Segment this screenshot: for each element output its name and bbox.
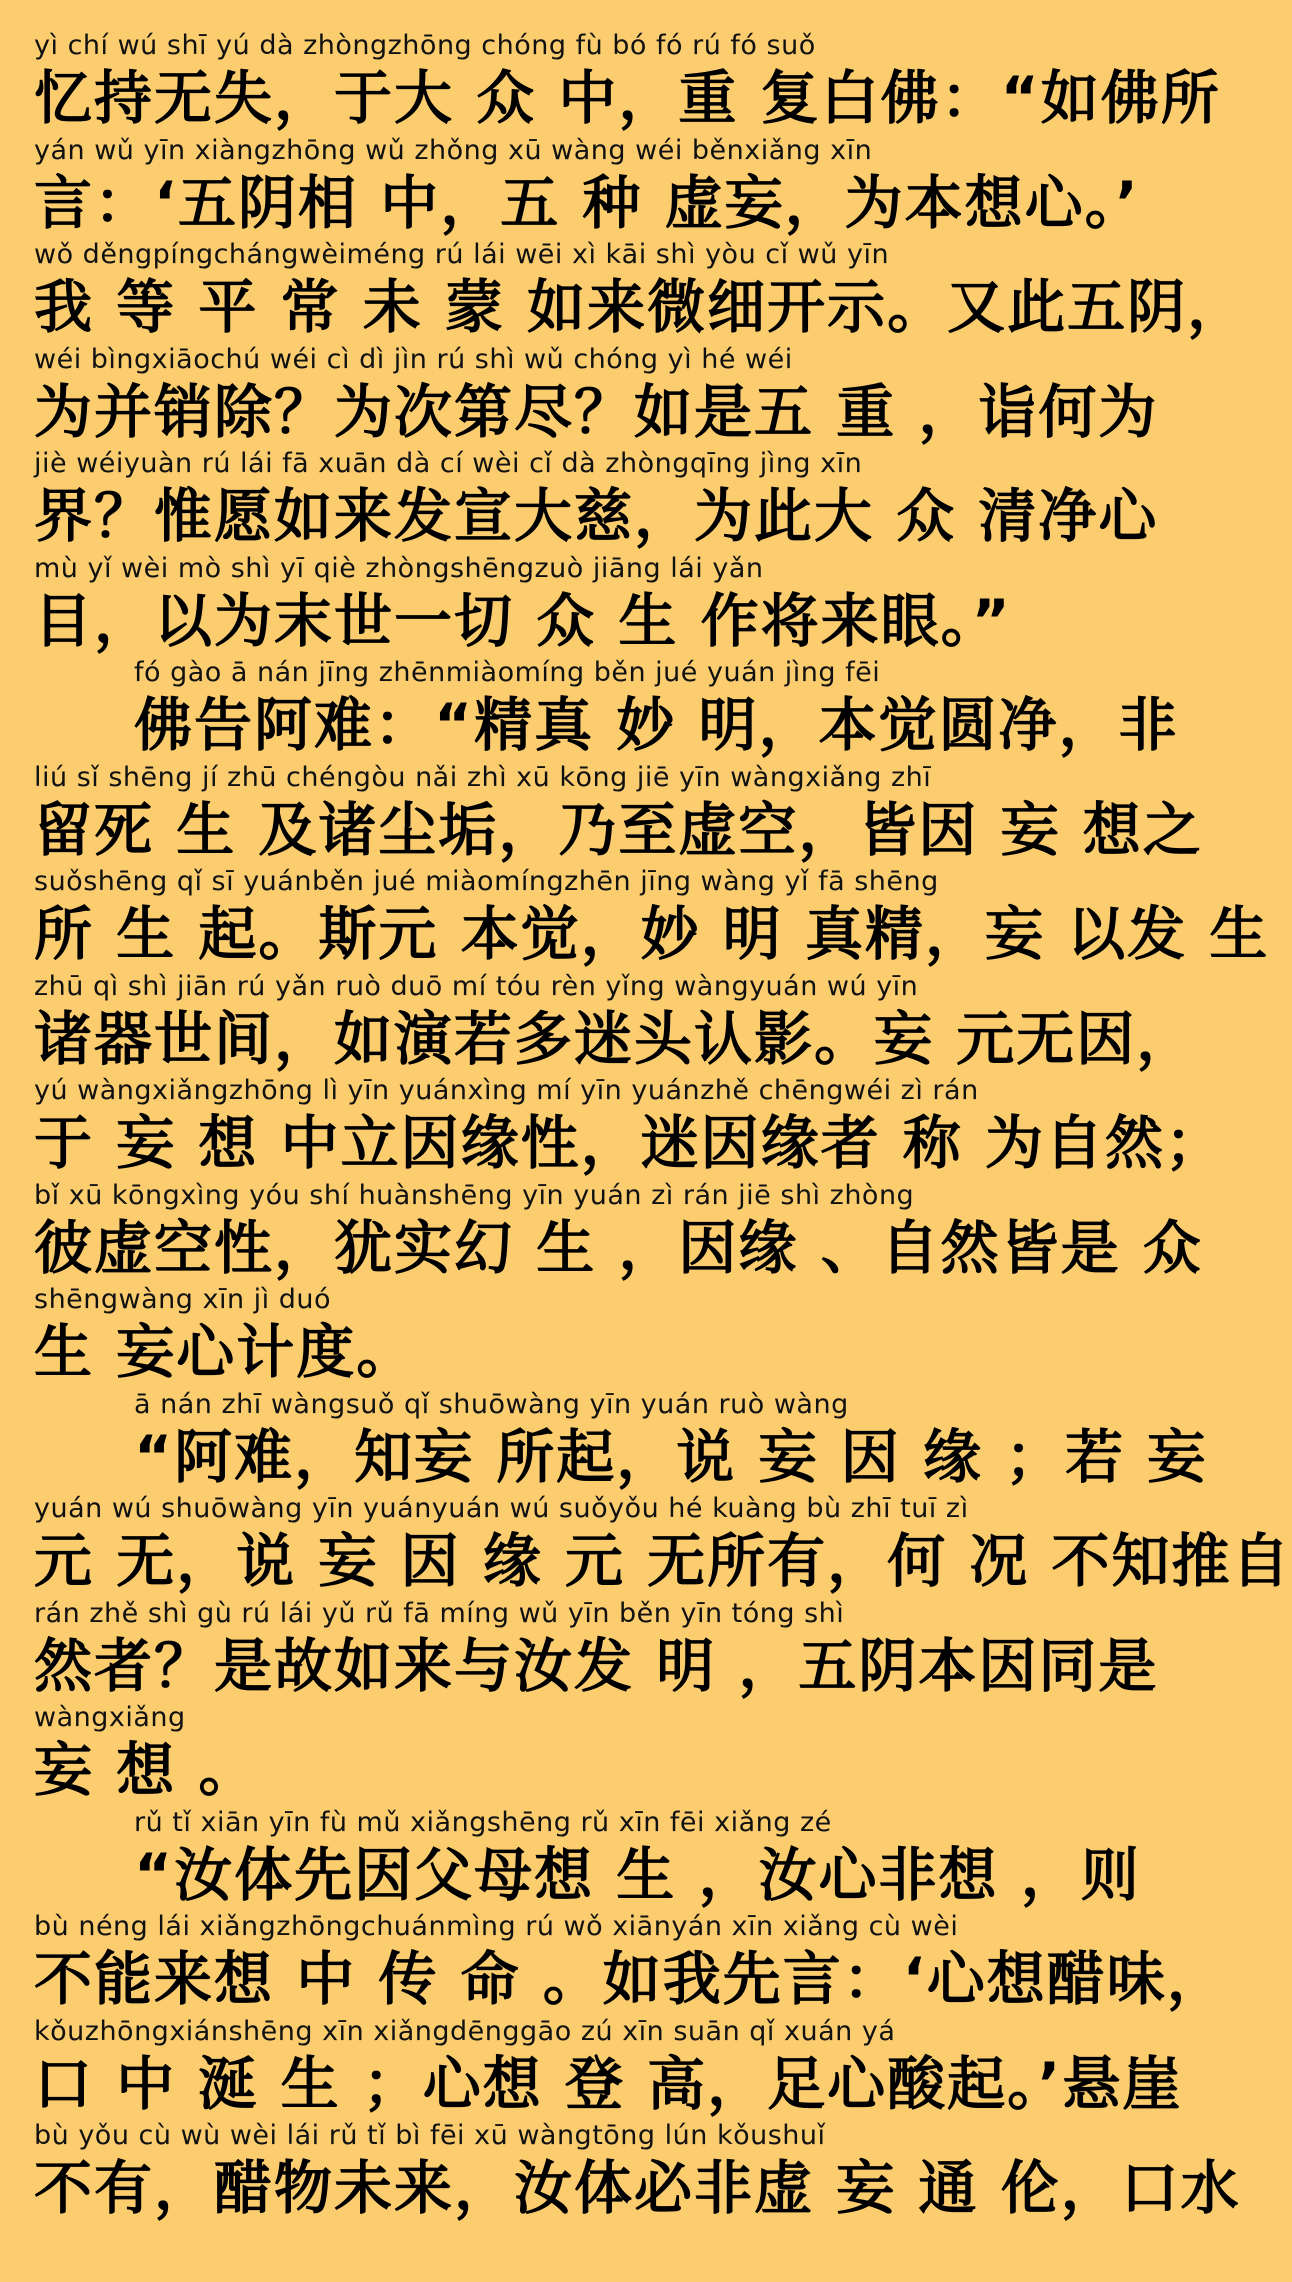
text-line-15 bbox=[34, 1491, 1292, 1596]
text-line-5 bbox=[34, 446, 1159, 551]
pinyin-line: shēngwàng xīn jì duó bbox=[34, 1284, 332, 1315]
pinyin-line: fó gào ā nán jīng zhēnmiàomíng běn jué yuán jìng fēi bbox=[134, 657, 881, 688]
pinyin-line: yán wǔ yīn xiàngzhōng wǔ zhǒng xū wàng wéi běnxiǎng xīn bbox=[34, 134, 873, 166]
hanzi-line: 生 妄心计度。 bbox=[34, 1318, 417, 1386]
hanzi-line: 不能来想 中 传 命 。如我先言：‘心想醋味， bbox=[34, 1945, 1227, 2013]
text-line-3 bbox=[34, 237, 1248, 342]
text-line-13 bbox=[34, 1282, 1054, 1387]
pinyin-line: rǔ tǐ xiān yīn fù mǔ xiǎngshēng rǔ xīn fēi xiǎng zé bbox=[134, 1806, 832, 1838]
pinyin-line: ā nán zhī wàngsuǒ qǐ shuōwàng yīn yuán ruò wàng bbox=[134, 1388, 849, 1420]
pinyin-line: zhū qì shì jiān rú yǎn ruò duō mí tóu rèn yǐng wàngyuán wú yīn bbox=[34, 970, 919, 1002]
text-line-4 bbox=[34, 342, 1159, 447]
pinyin-line: jiè wéiyuàn rú lái fā xuān dà cí wèi cǐ dà zhòngqīng jìng xīn bbox=[34, 448, 863, 479]
hanzi-line: 言：‘五阴相 中，五 种 虚妄，为本想心。’ bbox=[34, 168, 1140, 237]
text-line-11 bbox=[34, 1073, 1225, 1178]
hanzi-line: “阿难，知妄 所起，说 妄 因 缘 ；若 妄 bbox=[134, 1422, 1208, 1491]
pinyin-line: kǒuzhōngxiánshēng xīn xiǎngdēnggāo zú xīn suān qǐ xuán yá bbox=[34, 2015, 896, 2047]
text-line-1 bbox=[34, 28, 1221, 133]
text-line-16 bbox=[34, 1596, 1159, 1701]
text-line-9 bbox=[34, 864, 1270, 969]
pinyin-line: mù yǐ wèi mò shì yī qiè zhòngshēngzuò jiāng lái yǎn bbox=[34, 552, 764, 584]
pinyin-line: yuán wú shuōwàng yīn yuányuán wú suǒyǒu hé kuàng bù zhī tuī zì bbox=[34, 1493, 969, 1524]
text-line-6 bbox=[34, 551, 1054, 656]
hanzi-line: 不有，醋物未来，汝体必非虚 妄 通 伦，口水 bbox=[34, 2154, 1241, 2222]
pinyin-line: yú wàngxiǎngzhōng lì yīn yuánxìng mí yīn yuánzhě chēngwéi zì rán bbox=[34, 1075, 979, 1106]
hanzi-line: 留死 生 及诸尘垢，乃至虚空，皆因 妄 想之 bbox=[34, 795, 1203, 864]
hanzi-line: 诸器世间，如演若多迷头认影。妄 元无因， bbox=[34, 1004, 1197, 1073]
pinyin-line: bù néng lái xiǎngzhōngchuánmìng rú wǒ xiānyán xīn xiǎng cù wèi bbox=[34, 1911, 959, 1942]
hanzi-line: 界？惟愿如来发宣大慈，为此大 众 清净心 bbox=[34, 482, 1159, 550]
hanzi-line: 目，以为末世一切 众 生 作将来眼。” bbox=[34, 586, 1012, 655]
text-line-14 bbox=[34, 1387, 1208, 1492]
pinyin-line: bǐ xū kōngxìng yóu shí huànshēng yīn yuán zì rán jiē shì zhòng bbox=[34, 1179, 915, 1211]
pinyin-line: liú sǐ shēng jí zhū chéngòu nǎi zhì xū kōng jiē yīn wàngxiǎng zhī bbox=[34, 761, 932, 793]
pinyin-line: bù yǒu cù wù wèi lái rǔ tǐ bì fēi xū wàngtōng lún kǒushuǐ bbox=[34, 2120, 826, 2151]
text-line-12 bbox=[34, 1178, 1203, 1283]
hanzi-line: 口 中 涎 生 ；心想 登 高，足心酸起。’悬崖 bbox=[34, 2049, 1183, 2118]
pinyin-line: suǒshēng qǐ sī yuánběn jué miàomíngzhēn jīng wàng yǐ fā shēng bbox=[34, 866, 939, 897]
hanzi-line: 妄 想 。 bbox=[34, 1736, 259, 1804]
hanzi-line: 佛告阿难：“精真 妙 明，本觉圆净，非 bbox=[134, 691, 1179, 759]
hanzi-line: 然者？是故如来与汝发 明 ，五阴本因同是 bbox=[34, 1631, 1159, 1700]
hanzi-line: 元 无，说 妄 因 缘 元 无所有，何 况 不知推自 bbox=[34, 1527, 1292, 1595]
pinyin-line: wǒ děngpíngchángwèiméng rú lái wēi xì kāi shì yòu cǐ wǔ yīn bbox=[34, 239, 890, 270]
text-line-18 bbox=[34, 1805, 1141, 1910]
hanzi-line: 于 妄 想 中立因缘性，迷因缘者 称 为自然； bbox=[34, 1109, 1225, 1177]
text-line-7 bbox=[34, 655, 1179, 760]
hanzi-line: 为并销除？为次第尽？如是五 重 ，诣何为 bbox=[34, 377, 1159, 446]
text-line-20 bbox=[34, 2014, 1183, 2119]
pinyin-line: wàngxiǎng bbox=[34, 1702, 186, 1733]
hanzi-line: 忆持无失，于大 众 中，重 复白佛：“如佛所 bbox=[34, 64, 1221, 132]
text-line-19 bbox=[34, 1909, 1227, 2014]
pinyin-line: rán zhě shì gù rú lái yǔ rǔ fā míng wǔ yīn běn yīn tóng shì bbox=[34, 1597, 845, 1629]
text-line-8 bbox=[34, 760, 1203, 865]
text-line-17 bbox=[34, 1700, 1054, 1805]
hanzi-line: 所 生 起。斯元 本觉，妙 明 真精，妄 以发 生 bbox=[34, 900, 1270, 968]
hanzi-line: 彼虚空性，犹实幻 生 ，因缘 、自然皆是 众 bbox=[34, 1213, 1203, 1282]
pinyin-line: yì chí wú shī yú dà zhòngzhōng chóng fù bó fó rú fó suǒ bbox=[34, 30, 816, 61]
hanzi-line: 我 等 平 常 未 蒙 如来微细开示。又此五阴， bbox=[34, 273, 1248, 341]
text-line-21 bbox=[34, 2118, 1241, 2223]
hanzi-line: “汝体先因父母想 生 ，汝心非想 ，则 bbox=[134, 1840, 1141, 1909]
text-line-2 bbox=[34, 133, 1140, 238]
pinyin-line: wéi bìngxiāochú wéi cì dì jìn rú shì wǔ chóng yì hé wéi bbox=[34, 343, 793, 375]
text-line-10 bbox=[34, 969, 1197, 1074]
